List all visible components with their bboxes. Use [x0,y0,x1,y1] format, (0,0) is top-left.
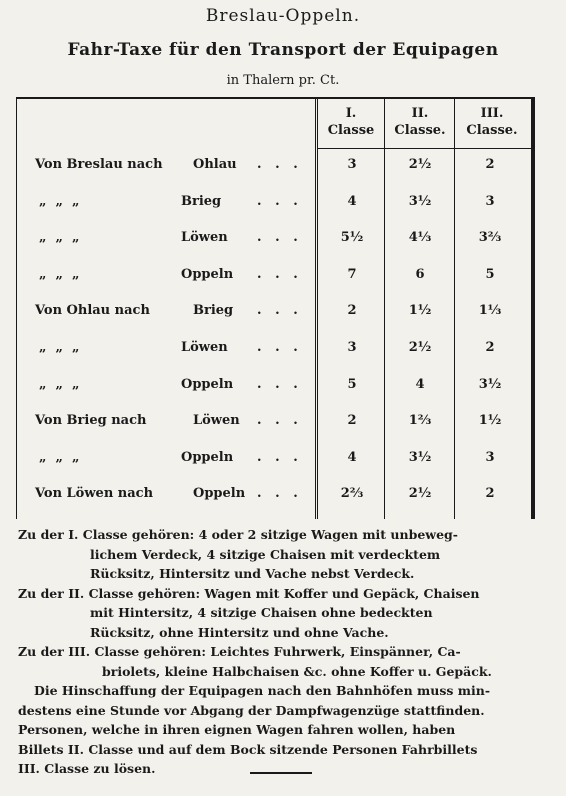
fare-c3: 1½ [478,413,502,429]
fare-c2: 2½ [408,340,432,355]
currency-unit: in Thalern pr. Ct. [226,73,340,88]
fare-c1: 2 [347,303,357,319]
route-from: „ „ „ [39,449,80,465]
table-row [17,413,531,433]
fare-c1: 2 [347,413,357,429]
table-row [17,340,531,360]
dot-leader: . . . [257,340,298,355]
route-from: „ „ „ [39,266,80,282]
table-row [17,377,531,397]
table-row [17,157,531,177]
fare-c2: 1½ [408,303,432,319]
table-row [17,450,531,470]
column-header-text: II. Classe. [394,106,446,138]
dot-leader: . . . [257,486,298,502]
fare-c3: 3½ [478,376,502,392]
route-to: Oppeln [181,266,234,282]
fare-c2: 1⅔ [408,413,432,429]
table-row [17,486,531,506]
fare-c3: 2 [485,157,495,172]
fare-c3: 5 [485,266,495,282]
route-from: „ „ „ [39,376,80,392]
route-from: „ „ „ [39,340,80,355]
route-from: Von Löwen nach [35,486,154,502]
page-title: Fahr-Taxe für den Transport der Equipagen [67,40,499,60]
fare-c1: 3 [347,157,357,172]
table-row [17,303,531,323]
header-underline [317,148,531,149]
table-row [17,230,531,250]
column-header-class-2 [386,105,454,139]
dot-leader: . . . [257,157,298,172]
fare-c2: 4 [415,376,425,392]
fare-c3: 1⅓ [478,303,502,319]
fare-c2: 3½ [408,449,432,465]
note-line: Billets II. Classe und auf dem Bock sitzende Personen Fahrbillets [18,741,478,757]
column-header-text: I. Classe [327,106,375,138]
route-from: „ „ „ [39,230,80,246]
fare-c1: 7 [347,266,357,282]
class-notes [18,525,544,779]
route-to: Brieg [193,303,234,319]
fare-c3: 3 [485,193,495,209]
fare-c3: 2 [485,486,495,502]
note-line: destens eine Stunde vor Abgang der Dampfwagenzüge stattfinden. [18,702,485,718]
note-line: Rücksitz, Hintersitz und Vache nebst Verdeck. [90,566,415,581]
dot-leader: . . . [257,376,298,392]
route-from: „ „ „ [39,193,80,209]
note-line: mit Hintersitz, 4 sitzige Chaisen ohne bedeckten [90,605,433,620]
note-line: Zu der II. Classe gehören: Wagen mit Koffer und Gepäck, Chaisen [18,585,480,601]
note-line: Die Hinschaffung der Equipagen nach den Bahnhöfen muss min- [34,683,491,698]
dot-leader: . . . [257,303,298,319]
route-from: Von Breslau nach [35,157,163,172]
route-title: Breslau-Oppeln. [205,6,361,26]
fare-c3: 2 [485,340,495,355]
closing-rule [250,772,312,774]
route-from: Von Ohlau nach [35,303,150,319]
note-line: Zu der I. Classe gehören: 4 oder 2 sitzige Wagen mit unbeweg- [18,527,458,542]
route-from: Von Brieg nach [35,413,147,429]
route-to: Ohlau [193,157,237,172]
fare-c1: 5 [347,376,357,392]
fare-c1: 3 [347,340,357,355]
column-header-text: III. Classe. [466,106,518,138]
fare-table [16,97,535,519]
fare-c1: 2⅔ [340,486,364,502]
note-line: lichem Verdeck, 4 sitzige Chaisen mit verdecktem [90,546,441,562]
fare-c1: 5½ [340,230,364,246]
dot-leader: . . . [257,266,298,282]
route-to: Oppeln [181,376,234,392]
fare-c3: 3⅔ [478,230,502,246]
column-header-class-1 [318,105,384,139]
route-to: Löwen [193,413,240,429]
dot-leader: . . . [257,449,298,465]
route-to: Oppeln [193,486,246,502]
dot-leader: . . . [257,413,298,429]
column-header-class-3 [456,105,528,139]
route-to: Oppeln [181,449,234,465]
route-to: Löwen [181,340,228,355]
note-line: briolets, kleine Halbchaisen &c. ohne Koffer u. Gepäck. [102,663,492,679]
route-to: Brieg [181,193,222,209]
fare-c1: 4 [347,193,357,209]
fare-c1: 4 [347,449,357,465]
fare-c2: 6 [415,266,425,282]
note-line: Zu der III. Classe gehören: Leichtes Fuhrwerk, Einspänner, Ca- [18,644,461,659]
fare-c3: 3 [485,449,495,465]
dot-leader: . . . [257,193,298,209]
table-row [17,194,531,214]
fare-c2: 4⅓ [408,230,432,246]
route-to: Löwen [181,230,228,246]
fare-c2: 3½ [408,193,432,209]
fare-c2: 2½ [408,486,432,502]
note-line: Personen, welche in ihren eignen Wagen fahren wollen, haben [18,722,456,737]
note-line: Rücksitz, ohne Hintersitz und ohne Vache. [90,624,389,640]
table-row [17,267,531,287]
dot-leader: . . . [257,230,298,246]
fare-c2: 2½ [408,157,432,172]
note-line: III. Classe zu lösen. [18,761,156,776]
